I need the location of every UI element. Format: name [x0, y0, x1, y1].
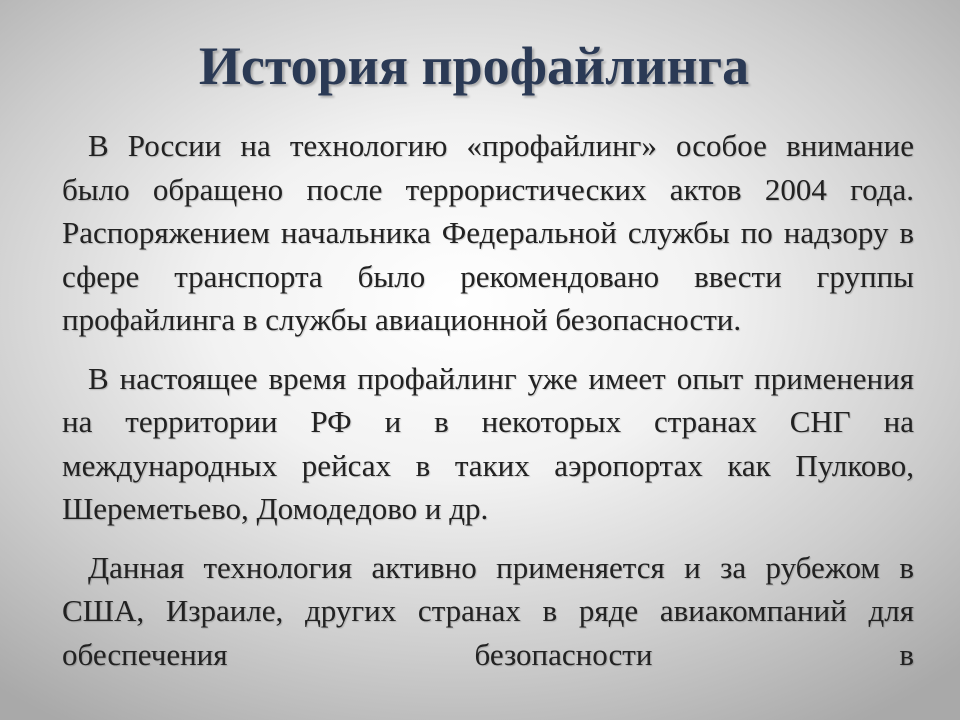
paragraph-russia-history: В России на технологию «профайлинг» особое внимание было обращено после террористических актов 2004 года. Распоряжением начальника Федеральной службы по надзору в сфере транспорта было рекомендовано ввести группы профайлинга в службы авиационной безопасности.: [62, 128, 914, 337]
slide-body: [62, 124, 914, 691]
slide-title: История профайлинга: [198, 36, 750, 96]
paragraph-current-use: В настоящее время профайлинг уже имеет опыт применения на территории РФ и в некоторых странах СНГ на международных рейсах в таких аэропортах как Пулково, Шереметьево, Домодедово и др.: [62, 360, 914, 526]
paragraph-foreign-use: Данная технология активно применяется и за рубежом в США, Израиле, других странах в ряде авиакомпаний для обеспечения безопасности в: [62, 549, 914, 672]
